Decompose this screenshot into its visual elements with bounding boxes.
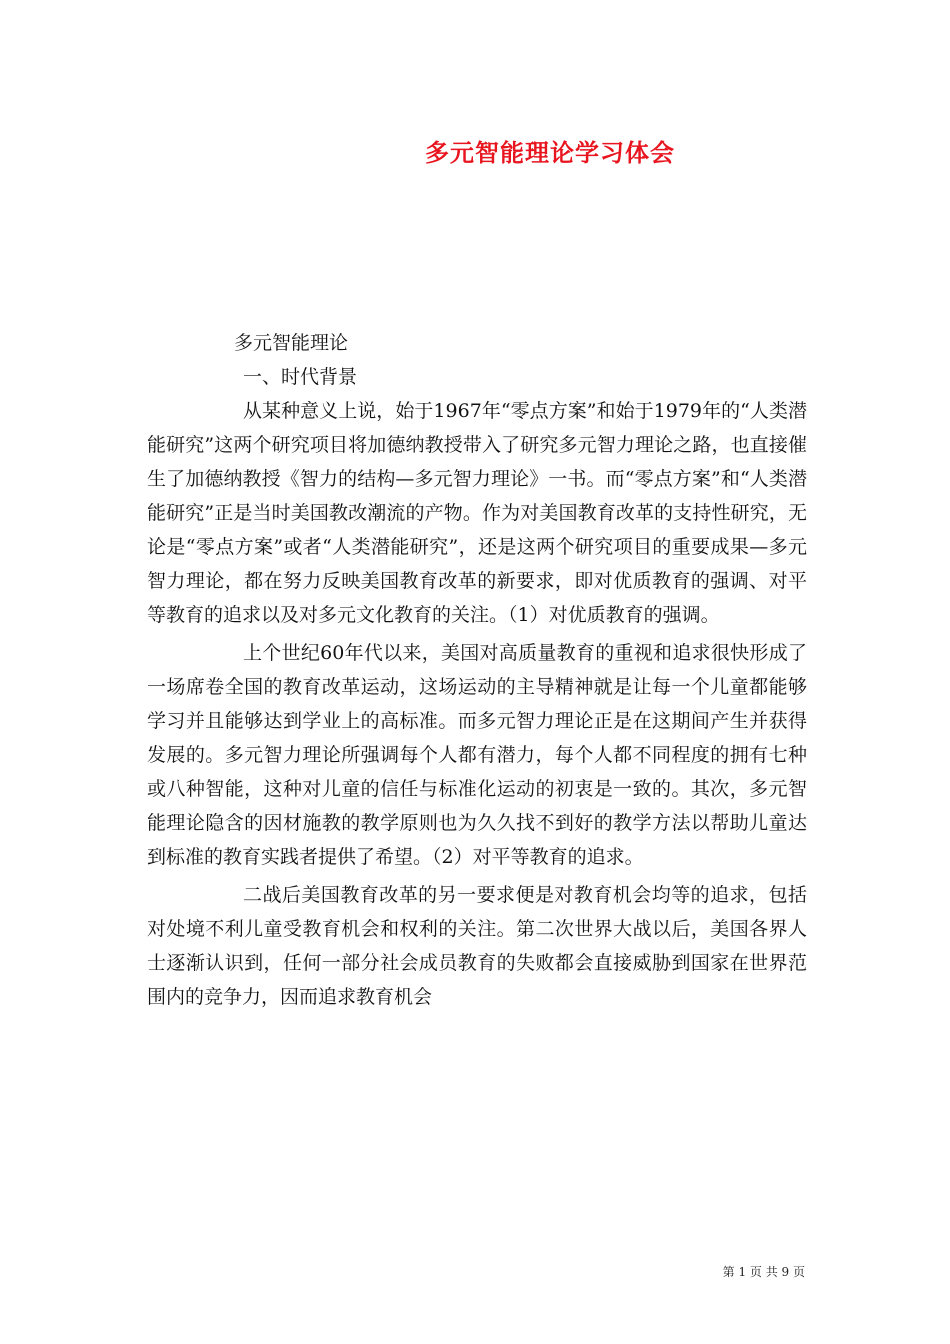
paragraph: 从某种意义上说，始于1967年“零点方案”和始于1979年的“人类潜能研究”这两个研究项目将加德纳教授带入了研究多元智力理论之路，也直接催生了加德纳教授《智力的结构—多元智力理论》一书。而“零点方案”和“人类潜能研究”正是当时美国教改潮流的产物。作为对美国教育改革的支持性研究，无论是“零点方案”或者“人类潜能研究”，还是这两个研究项目的重要成果—多元智力理论，都在努力反映美国教育改革的新要求，即对优质教育的强调、对平等教育的追求以及对多元文化教育的关注。（1）对优质教育的强调。 [147, 400, 807, 626]
page-number-footer: 第 1 页 共 9 页 [722, 1265, 805, 1279]
subsection-heading: 一、时代背景 [243, 366, 358, 388]
paragraph: 上个世纪60年代以来，美国对高质量教育的重视和追求很快形成了一场席卷全国的教育改革运动，这场运动的主导精神就是让每一个儿童都能够学习并且能够达到学业上的高标准。而多元智力理论正是在这期间产生并获得发展的。多元智力理论所强调每个人都有潜力，每个人都不同程度的拥有七种或八种智能，这种对儿童的信任与标准化运动的初衷是一致的。其次，多元智能理论隐含的因材施教的教学原则也为久久找不到好的教学方法以帮助儿童达到标准的教育实践者提供了希望。（2）对平等教育的追求。 [147, 642, 807, 868]
section-heading: 多元智能理论 [234, 332, 349, 354]
document-title: 多元智能理论学习体会 [425, 138, 675, 167]
document-body [147, 326, 807, 1014]
paragraph: 二战后美国教育改革的另一要求便是对教育机会均等的追求，包括对处境不利儿童受教育机会和权利的关注。第二次世界大战以后，美国各界人士逐渐认识到，任何一部分社会成员教育的失败都会直接威胁到国家在世界范围内的竞争力，因而追求教育机会 [147, 884, 807, 1008]
